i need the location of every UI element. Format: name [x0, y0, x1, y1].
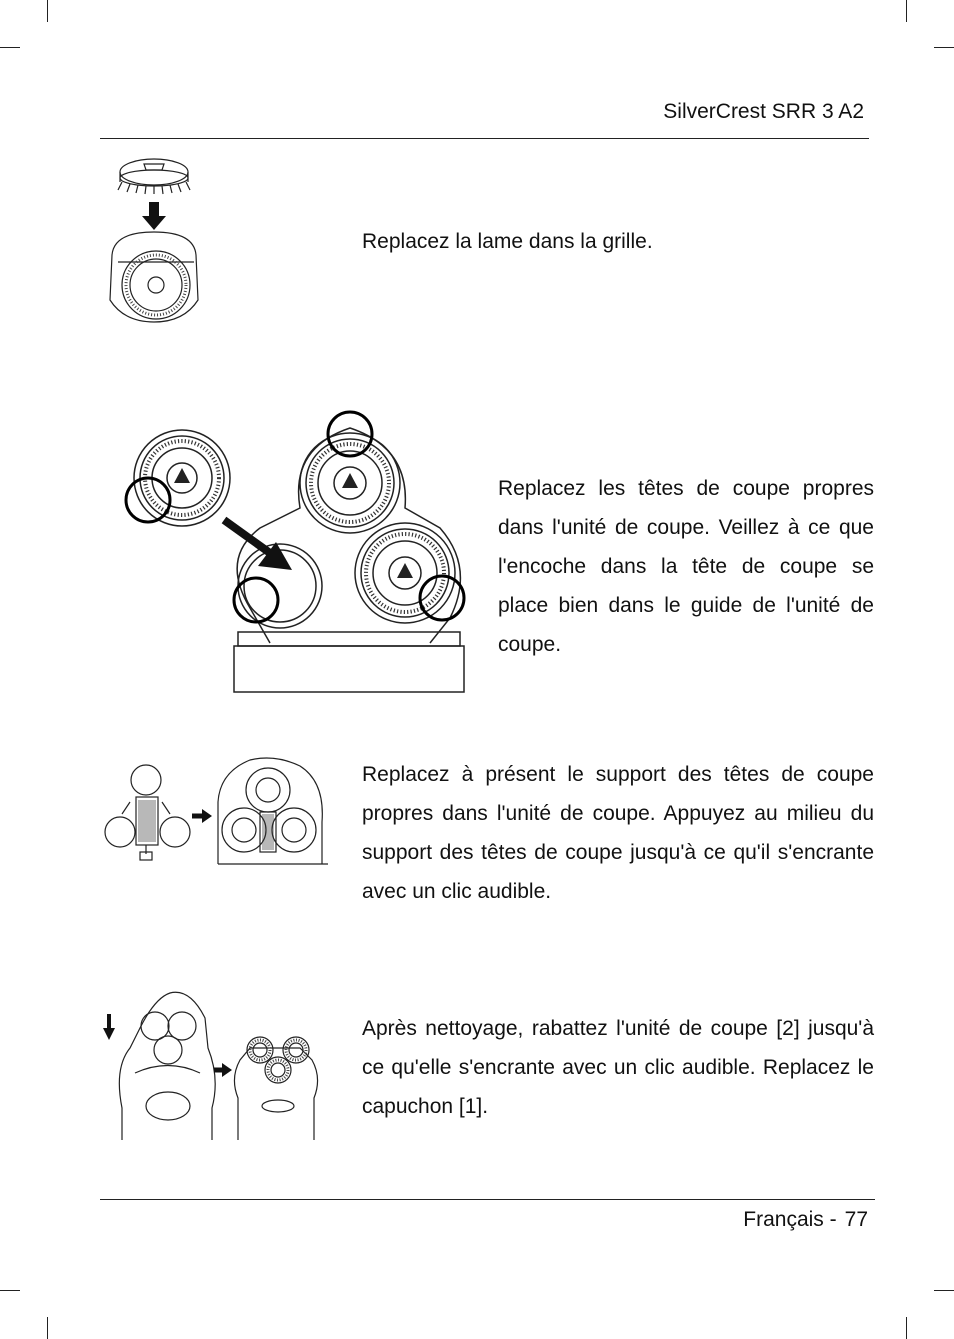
footer-rule: [100, 1199, 875, 1200]
crop-mark: [47, 0, 48, 22]
crop-mark: [0, 47, 20, 48]
header-title: SilverCrest SRR 3 A2: [663, 100, 864, 123]
blade-into-foil-illustration: [104, 150, 204, 330]
crop-mark: [47, 1317, 48, 1339]
page-number: 77: [844, 1208, 868, 1231]
step-1-text: Replacez la lame dans la grille.: [362, 230, 653, 253]
step-4-text: Après nettoyage, rabattez l'unité de coupe [2] jusqu'à ce qu'elle s'encrante avec un clic audible. Replacez le capuchon [1].: [362, 1017, 874, 1118]
crop-mark: [934, 1290, 954, 1291]
crop-mark: [906, 0, 907, 22]
step-3-text: Replacez à présent le support des têtes de coupe propres dans l'unité de coupe. Appuyez au milieu du support des têtes de coupe jusqu'à ce qu'il s'encrante avec un clic audible.: [362, 763, 874, 903]
heads-into-unit-illustration: [120, 408, 472, 698]
footer-language: Français -: [743, 1208, 837, 1231]
close-unit-and-cap-illustration: [100, 988, 330, 1143]
step-2-text: Replacez les têtes de coupe propres dans l'unité de coupe. Veillez à ce que l'encoche dans la tête de coupe se place bien dans le guide de l'unité de coupe.: [498, 477, 874, 656]
holder-into-unit-illustration: [100, 752, 330, 872]
footer: [743, 1208, 868, 1232]
crop-mark: [906, 1317, 907, 1339]
crop-mark: [934, 47, 954, 48]
header-rule: [100, 138, 869, 139]
crop-mark: [0, 1290, 20, 1291]
